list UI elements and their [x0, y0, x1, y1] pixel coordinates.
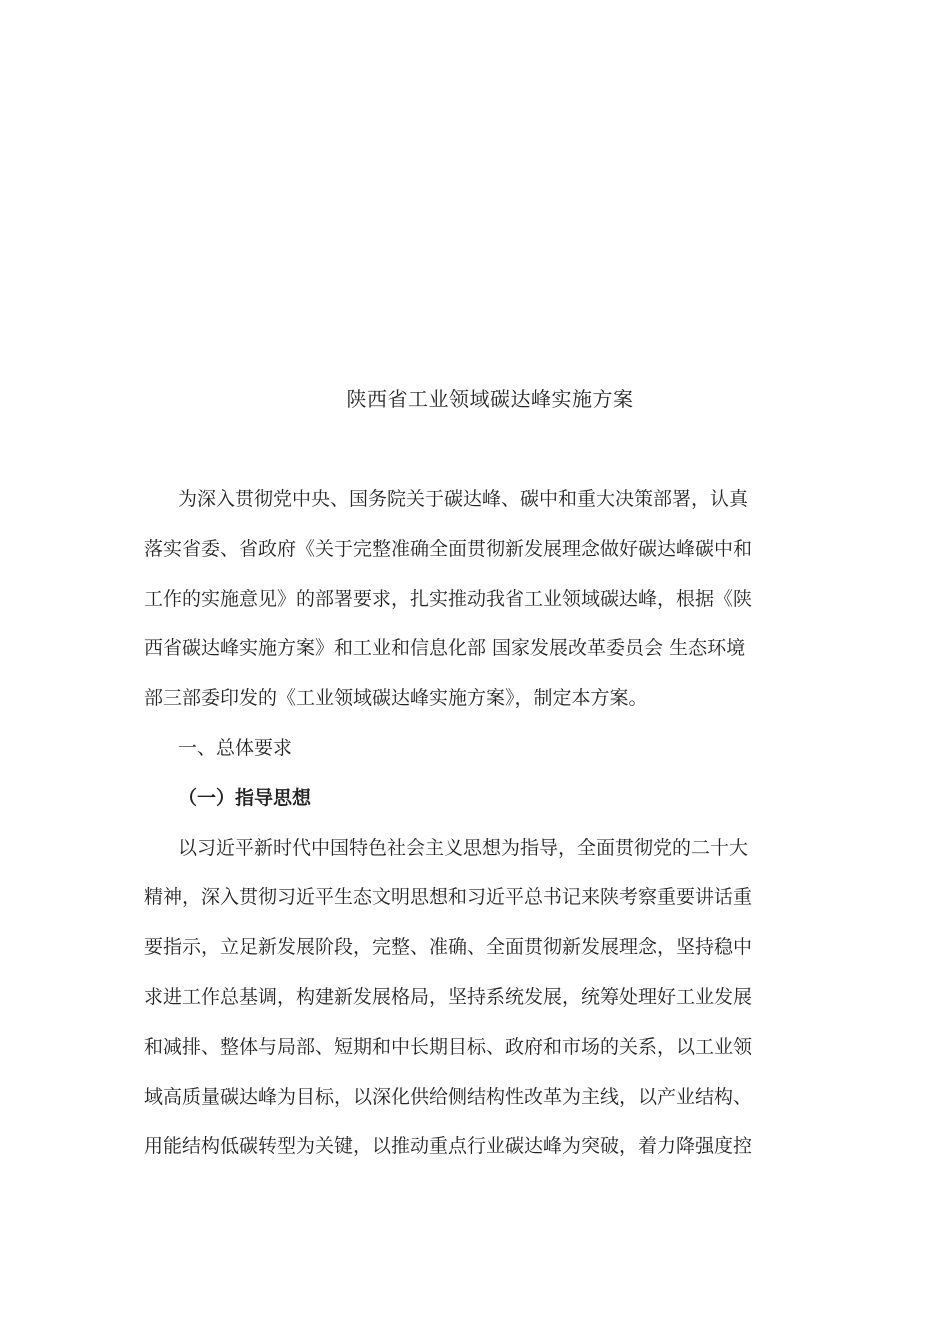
paragraph-line: 落实省委、省政府《关于完整准确全面贯彻新发展理念做好碳达峰碳中和 — [144, 538, 753, 560]
paragraph-line: 求进工作总基调，构建新发展格局，坚持系统发展，统筹处理好工业发展 — [144, 986, 753, 1008]
paragraph-line: 精神，深入贯彻习近平生态文明思想和习近平总书记来陕考察重要讲话重 — [144, 886, 753, 908]
paragraph-line: 要指示，立足新发展阶段，完整、准确、全面贯彻新发展理念，坚持稳中 — [144, 936, 753, 958]
paragraph-line: 用能结构低碳转型为关键，以推动重点行业碳达峰为突破，着力降强度控 — [144, 1135, 753, 1157]
paragraph-line: 和减排、整体与局部、短期和中长期目标、政府和市场的关系，以工业领 — [144, 1036, 753, 1058]
paragraph-line: 为深入贯彻党中央、国务院关于碳达峰、碳中和重大决策部署，认真 — [178, 488, 749, 510]
paragraph-line: 以习近平新时代中国特色社会主义思想为指导，全面贯彻党的二十大 — [178, 837, 749, 859]
subsection-heading: （一）指导思想 — [178, 787, 312, 809]
paragraph-line: 工作的实施意见》的部署要求，扎实推动我省工业领域碳达峰，根据《陕 — [144, 588, 753, 610]
paragraph-line: 域高质量碳达峰为目标，以深化供给侧结构性改革为主线，以产业结构、 — [144, 1086, 753, 1108]
paragraph-line: 部三部委印发的《工业领域碳达峰实施方案》，制定本方案。 — [144, 687, 648, 709]
paragraph-line: 西省碳达峰实施方案》和工业和信息化部 国家发展改革委员会 生态环境 — [144, 637, 746, 659]
document-title: 陕西省工业领域碳达峰实施方案 — [346, 387, 634, 411]
section-heading: 一、总体要求 — [178, 737, 293, 759]
